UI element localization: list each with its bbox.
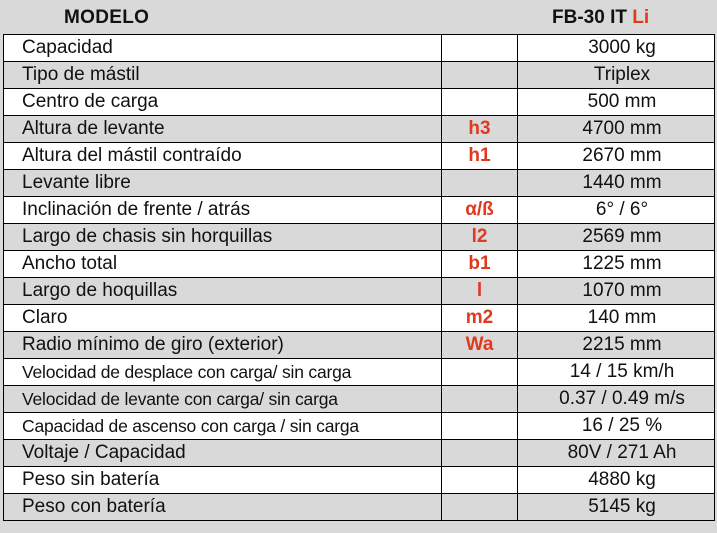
spec-code: h3 <box>442 116 518 143</box>
spec-code: Wa <box>442 332 518 359</box>
model-value-accent: Li <box>632 7 650 28</box>
spec-code <box>442 386 518 413</box>
spec-name: Peso sin batería <box>4 467 442 494</box>
table-row <box>4 413 715 440</box>
spec-name: Radio mínimo de giro (exterior) <box>4 332 442 359</box>
spec-value: 80V / 271 Ah <box>518 440 715 467</box>
spec-name: Tipo de mástil <box>4 62 442 89</box>
spec-code <box>442 62 518 89</box>
table-row <box>4 305 715 332</box>
table-row <box>4 62 715 89</box>
spec-code <box>442 413 518 440</box>
model-value-main: FB-30 IT <box>552 7 633 28</box>
spec-value: 2215 mm <box>518 332 715 359</box>
spec-value: 2670 mm <box>518 143 715 170</box>
spec-code <box>442 359 518 386</box>
spec-code <box>442 440 518 467</box>
table-row <box>4 467 715 494</box>
spec-value: Triplex <box>518 62 715 89</box>
spec-value: 1070 mm <box>518 278 715 305</box>
table-row <box>4 89 715 116</box>
table-row <box>4 440 715 467</box>
spec-code <box>442 35 518 62</box>
spec-code <box>442 467 518 494</box>
spec-value: 2569 mm <box>518 224 715 251</box>
spec-name: Levante libre <box>4 170 442 197</box>
spec-name: Velocidad de levante con carga/ sin carga <box>4 386 442 413</box>
table-row <box>4 116 715 143</box>
table-row <box>4 197 715 224</box>
spec-name: Ancho total <box>4 251 442 278</box>
spec-name: Claro <box>4 305 442 332</box>
spec-name: Peso con batería <box>4 494 442 521</box>
spec-value: 1440 mm <box>518 170 715 197</box>
spec-code: l2 <box>442 224 518 251</box>
spec-name: Inclinación de frente / atrás <box>4 197 442 224</box>
table-row <box>4 143 715 170</box>
spec-table <box>3 34 715 521</box>
model-label: MODELO <box>64 7 150 28</box>
spec-value: 3000 kg <box>518 35 715 62</box>
spec-name: Velocidad de desplace con carga/ sin carga <box>4 359 442 386</box>
spec-code: α/ß <box>442 197 518 224</box>
spec-code: l <box>442 278 518 305</box>
spec-value: 500 mm <box>518 89 715 116</box>
spec-name: Altura del mástil contraído <box>4 143 442 170</box>
spec-value: 4880 kg <box>518 467 715 494</box>
spec-value: 6° / 6° <box>518 197 715 224</box>
spec-name: Largo de chasis sin horquillas <box>4 224 442 251</box>
table-row <box>4 251 715 278</box>
spec-name: Capacidad <box>4 35 442 62</box>
table-row <box>4 170 715 197</box>
spec-name: Voltaje / Capacidad <box>4 440 442 467</box>
model-value <box>552 7 649 29</box>
spec-value: 140 mm <box>518 305 715 332</box>
spec-value: 1225 mm <box>518 251 715 278</box>
spec-code: h1 <box>442 143 518 170</box>
spec-name: Largo de hoquillas <box>4 278 442 305</box>
spec-code <box>442 170 518 197</box>
table-row <box>4 35 715 62</box>
spec-code <box>442 494 518 521</box>
table-row <box>4 494 715 521</box>
spec-name: Altura de levante <box>4 116 442 143</box>
spec-code <box>442 89 518 116</box>
spec-code: m2 <box>442 305 518 332</box>
spec-name: Capacidad de ascenso con carga / sin carga <box>4 413 442 440</box>
table-row <box>4 278 715 305</box>
spec-value: 14 / 15 km/h <box>518 359 715 386</box>
spec-code: b1 <box>442 251 518 278</box>
spec-value: 5145 kg <box>518 494 715 521</box>
spec-value: 16 / 25 % <box>518 413 715 440</box>
table-row <box>4 224 715 251</box>
spec-value: 4700 mm <box>518 116 715 143</box>
table-header <box>0 0 717 34</box>
spec-name: Centro de carga <box>4 89 442 116</box>
spec-value: 0.37 / 0.49 m/s <box>518 386 715 413</box>
table-row <box>4 332 715 359</box>
table-row <box>4 359 715 386</box>
table-row <box>4 386 715 413</box>
